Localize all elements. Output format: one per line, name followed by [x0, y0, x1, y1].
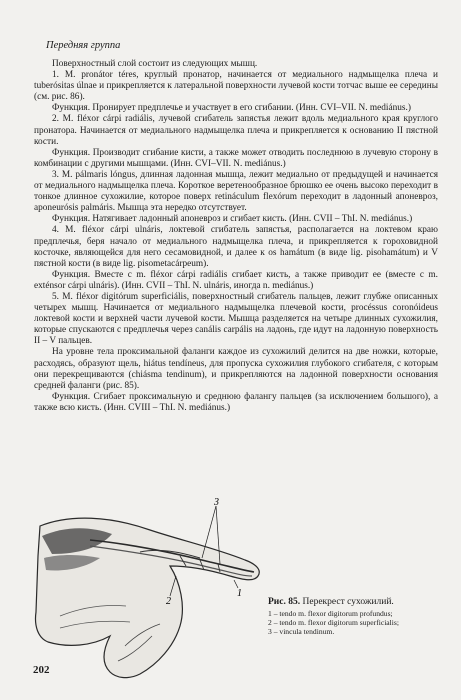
- caption-legend-item: 3 – vincula tendinum.: [268, 627, 335, 636]
- figure-tendon-illustration: [30, 496, 270, 680]
- paragraph: Функция. Сгибает проксимальную и среднюю фалангу пальцев (за исключением большого), а также всю кисть. (Инн. CVIII – ThI. N. mediánus.): [34, 391, 438, 413]
- caption-text: Перекрест сухожилий.: [302, 597, 394, 607]
- paragraph: Функция. Натягивает ладонный апоневроз и сгибает кисть. (Инн. CVII – ThI. N. mediánus.): [52, 214, 413, 225]
- body-text: [34, 59, 438, 414]
- figure-label-2: 2: [166, 596, 171, 607]
- paragraph: Функция. Пронирует предплечье и участвует в его сгибании. (Инн. CVI–VII. N. mediánus.): [52, 103, 411, 114]
- figure-caption: [268, 598, 453, 636]
- paragraph: Функция. Вместе с m. fléxor cárpi radiális сгибает кисть, а также приводит ее (вместе с m. exténsor cárpi ulnáris). (Инн. CVII – ThI. N. ulnáris, иногда n. mediánus.): [34, 269, 438, 291]
- tendon-illustration: [30, 496, 270, 680]
- caption-legend-item: 1 – tendo m. flexor digitorum profundus;: [268, 609, 393, 618]
- figure-label-1: 1: [237, 588, 242, 599]
- paragraph: Поверхностный слой состоит из следующих мышц.: [52, 59, 258, 69]
- paragraph: 5. M. fléxor digitórum superficiális, поверхностный сгибатель пальцев, лежит глубже описанных четырех мышц. Начинается от медиального надмыщелка плечевой кости, procéssus coronóideus локтевой кости и верхней части лучевой кости. Мышца разделяется на четыре длинных сухожилия, которые спускаются с предплечья через canális carpális на ладонь, где идут на ладонную поверхность II – V пальцев.: [34, 291, 438, 347]
- page-number: 202: [33, 664, 50, 676]
- paragraph: Функция. Производит сгибание кисти, а также может отводить последнюю в лучевую сторону в комбинации с другими мышцами. (Инн. CVI–VII. N. mediánus.): [34, 147, 438, 169]
- figure-label-3: 3: [214, 497, 219, 508]
- caption-number: Рис. 85.: [268, 597, 301, 607]
- paragraph: На уровне тела проксимальной фаланги каждое из сухожилий делится на две ножки, которые, расходясь, образуют щель, hiátus tendíneus, для пропуска сухожилия глубокого сгибателя, с которым они перекрещиваются (chiásma tendinum), и прикрепляются на ладонной поверхности основания средней фаланги (рис. 85).: [34, 347, 438, 391]
- caption-title: [268, 598, 453, 607]
- caption-legend-item: 2 – tendo m. flexor digitorum superficialis;: [268, 618, 399, 627]
- paragraph: 3. M. pálmaris lóngus, длинная ладонная мышца, лежит медиально от предыдущей и начинается от медиального надмыщелка плеча. Короткое веретенообразное брюшко ее очень высоко переходит в тонкое длинное сухожилие, которое поверх retináculum flexórum переходит в ладонный апоневроз, aponeurósis palmáris. Мышца эта нередко отсутствует.: [34, 169, 438, 214]
- paragraph: 4. M. fléxor cárpi ulnáris, локтевой сгибатель запястья, располагается на локтевом краю предплечья, беря начало от медиального надмыщелка плеча, и прикрепляется к гороховидной косточке, являющейся для него сесамовидной, и далее к os hamátum (в виде lig. pisohamátum) и V пястной кости (в виде lig. pisometacárpeum).: [34, 225, 438, 269]
- section-heading: Передняя группа: [46, 40, 121, 51]
- paragraph: 2. M. fléxor cárpi radiális, лучевой сгибатель запястья лежит вдоль медиального края круглого пронатора. Начинается от медиального надмыщелка плеча и прикрепляется к основанию II пястной кости.: [34, 114, 438, 147]
- paragraph: 1. M. pronátor téres, круглый пронатор, начинается от медиального надмыщелка плеча и tuberósitas úlnae и прикрепляется к латеральной поверхности лучевой кости тотчас выше ее середины (см. рис. 86).: [34, 70, 438, 103]
